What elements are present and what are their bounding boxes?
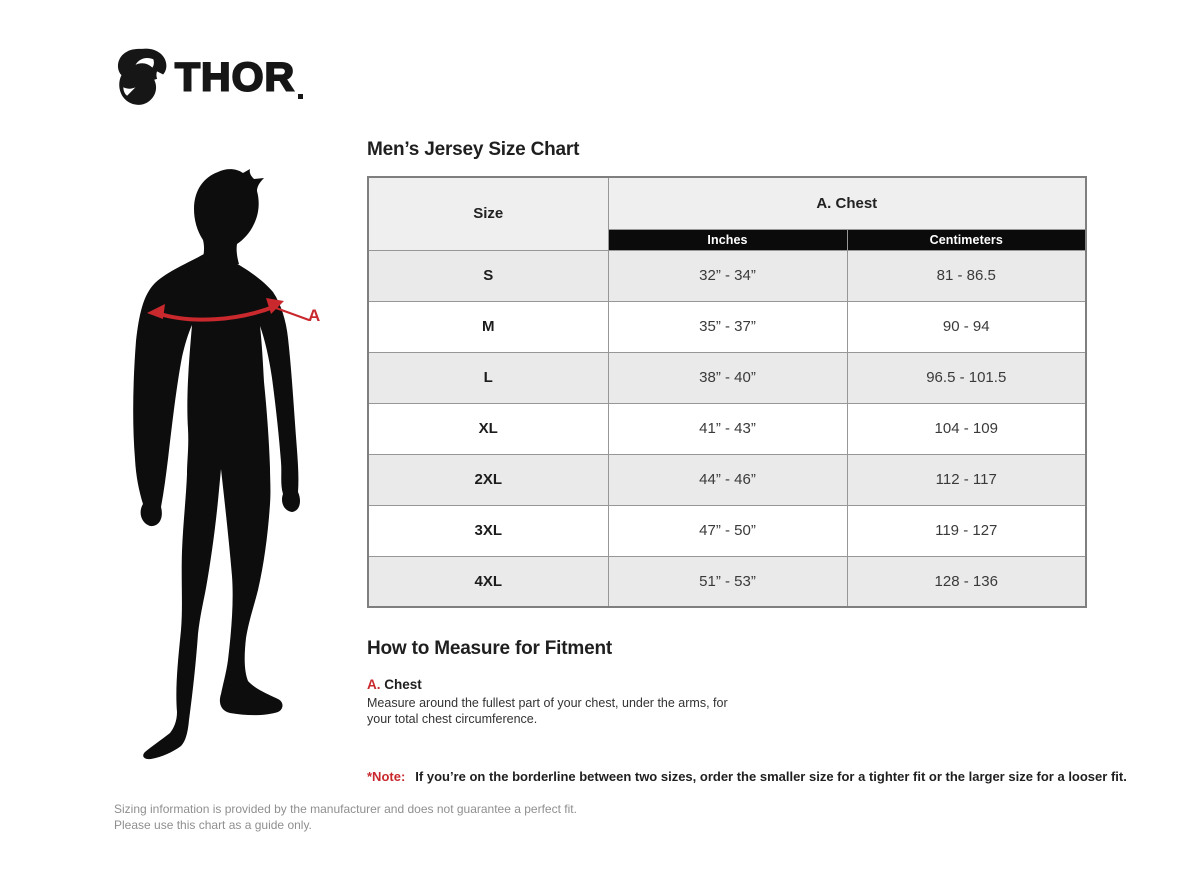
table-header-chest-group: A. Chest (608, 177, 1086, 229)
size-cell: S (368, 250, 608, 301)
measure-item-key: A. (367, 677, 381, 692)
inches-cell: 41” - 43” (608, 403, 847, 454)
centimeters-cell: 104 - 109 (847, 403, 1086, 454)
measure-item-description: Measure around the fullest part of your chest, under the arms, for your total chest circumference. (367, 696, 728, 726)
size-chart-table (367, 176, 1087, 608)
table-row-s (368, 250, 1086, 301)
centimeters-cell: 96.5 - 101.5 (847, 352, 1086, 403)
brand-logo (114, 47, 303, 107)
table-subheader-inches: Inches (608, 229, 847, 250)
chest-label-a: A (308, 306, 321, 325)
disclaimer-footer (114, 801, 577, 833)
size-cell: L (368, 352, 608, 403)
size-cell: 3XL (368, 505, 608, 556)
size-cell: 4XL (368, 556, 608, 607)
note-label: *Note: (367, 769, 406, 784)
centimeters-cell: 112 - 117 (847, 454, 1086, 505)
centimeters-cell: 128 - 136 (847, 556, 1086, 607)
table-row-xl (368, 403, 1086, 454)
how-to-measure-title: How to Measure for Fitment (367, 638, 612, 659)
sizing-note (367, 769, 1127, 784)
size-cell: XL (368, 403, 608, 454)
size-chart-section (367, 139, 1085, 608)
note-text: If you’re on the borderline between two sizes, order the smaller size for a tighter fit or the larger size for a looser fit. (415, 769, 1127, 784)
male-silhouette-icon (130, 168, 350, 760)
page-title: Men’s Jersey Size Chart (367, 139, 580, 160)
disclaimer-line-2: Please use this chart as a guide only. (114, 818, 312, 833)
inches-cell: 51” - 53” (608, 556, 847, 607)
brand-name: THOR (175, 53, 296, 100)
inches-cell: 47” - 50” (608, 505, 847, 556)
table-row-2xl (368, 454, 1086, 505)
table-row-3xl (368, 505, 1086, 556)
thor-horned-helmet-icon (114, 47, 172, 107)
measure-item-name: Chest (384, 677, 422, 692)
table-subheader-centimeters: Centimeters (847, 229, 1086, 250)
centimeters-cell: 119 - 127 (847, 505, 1086, 556)
inches-cell: 44” - 46” (608, 454, 847, 505)
size-cell: M (368, 301, 608, 352)
centimeters-cell: 90 - 94 (847, 301, 1086, 352)
measure-item-heading (367, 677, 1085, 692)
disclaimer-line-1: Sizing information is provided by the manufacturer and does not guarantee a perfect fit. (114, 802, 577, 816)
how-to-measure-section (367, 638, 1085, 727)
inches-cell: 32” - 34” (608, 250, 847, 301)
centimeters-cell: 81 - 86.5 (847, 250, 1086, 301)
trademark-dot (298, 94, 303, 99)
inches-cell: 35” - 37” (608, 301, 847, 352)
inches-cell: 38” - 40” (608, 352, 847, 403)
size-cell: 2XL (368, 454, 608, 505)
table-row-4xl (368, 556, 1086, 607)
table-row-l (368, 352, 1086, 403)
table-row-m (368, 301, 1086, 352)
table-header-size: Size (368, 177, 608, 250)
body-silhouette-figure (130, 168, 350, 760)
measure-item-chest (367, 677, 1085, 727)
